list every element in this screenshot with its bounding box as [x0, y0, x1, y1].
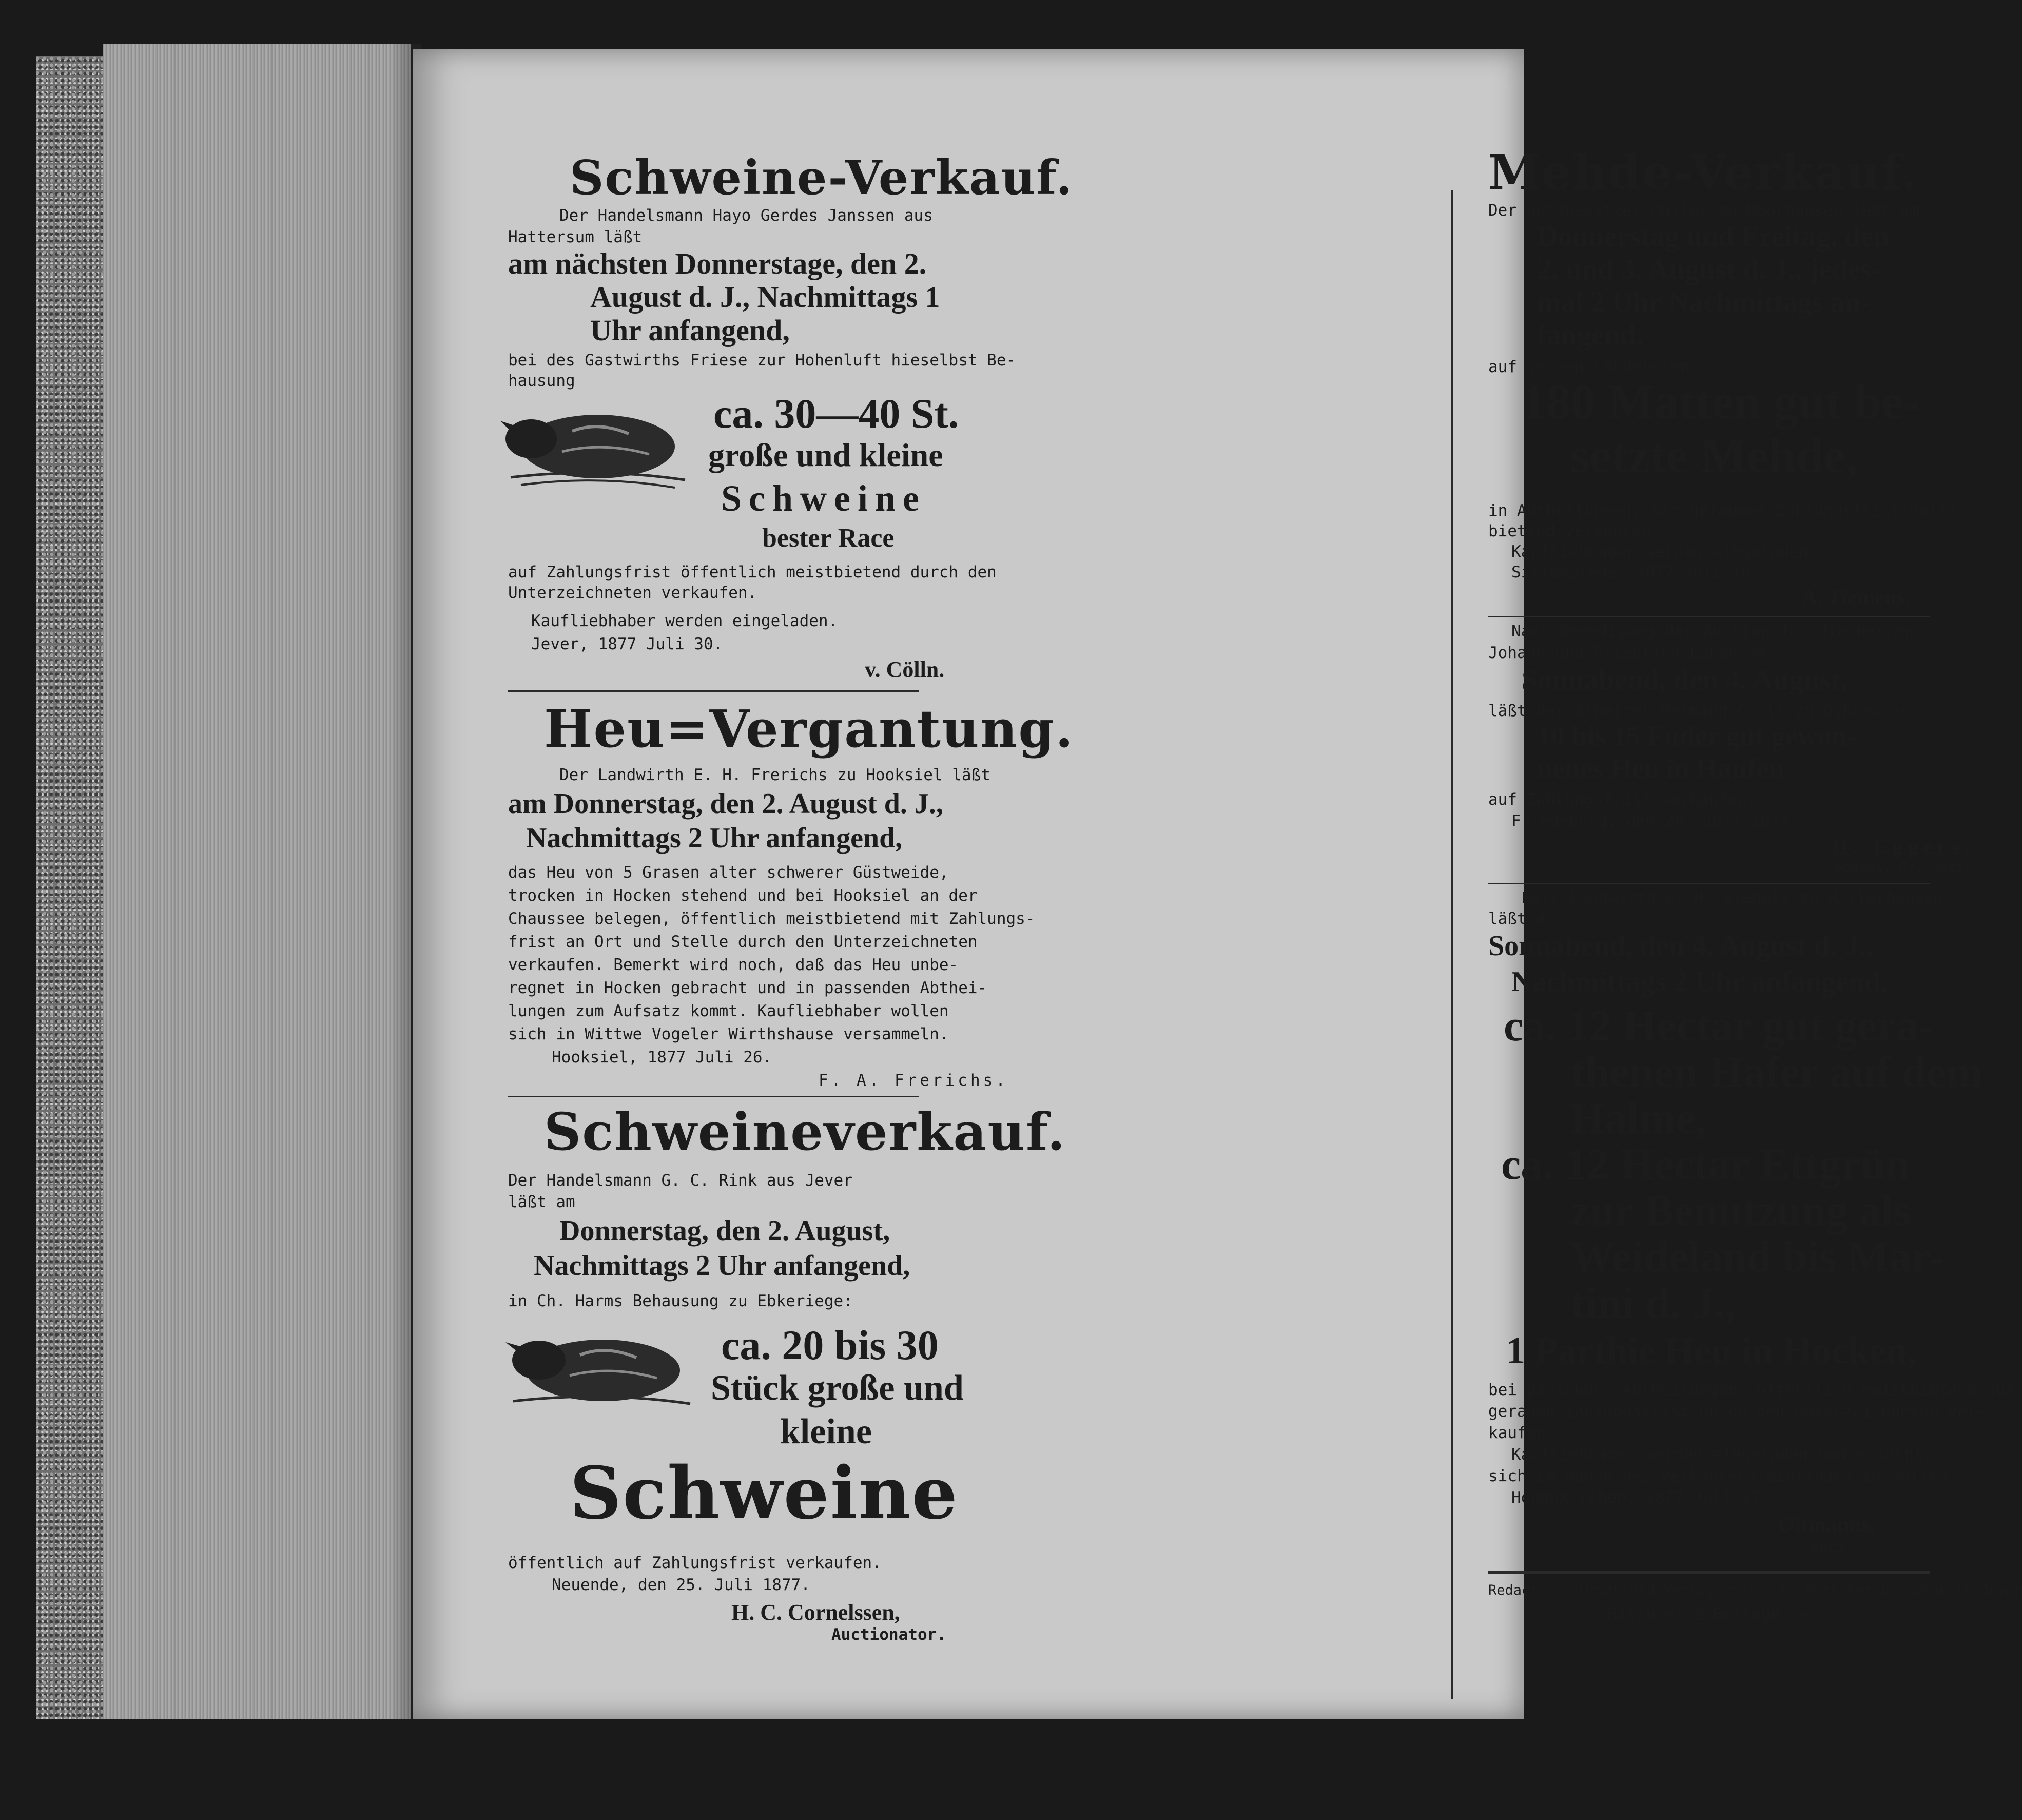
ad-date-line: August d. J., Nachmittags 1 [590, 280, 940, 314]
ad-text: regnet in Hocken gebracht und in passenden Abthei- [508, 979, 987, 997]
imprint-text: Redaction, Druck und Verlag von C. L. Mettcker u. Söhne in Jever [1488, 1582, 2022, 1598]
separator-rule [508, 1096, 919, 1097]
ad-text: Kaufliebhaber werden eingeladen. [531, 612, 838, 630]
ad-text: läßt der Arbeiter Hermann Carls zu Dykhausen [1488, 702, 1910, 720]
ad-date-line: am Donnerstag, den 2. August d. J., [508, 788, 943, 820]
ad-offer: Weideland bis Mar- [1570, 1232, 1944, 1281]
ad-offer: ca. 12 Hectar Ettgrün [1501, 1139, 1910, 1189]
ad-text: verkaufen. Bemerkt wird noch, daß das Heu unbe- [508, 956, 959, 974]
newspaper-page [413, 49, 2022, 1719]
ad-text: sich in Wittwe Vogeler Wirthshause versammeln. [508, 1025, 949, 1043]
ad-offer: bester Race [762, 524, 895, 553]
ad-signature: Oltmanns, [1778, 1513, 1875, 1537]
ad-text: auf Zahlungsfrist öffentlich meistbietend durch den [508, 563, 997, 582]
ad-signature: F. A. Frerichs. [819, 1071, 1008, 1090]
separator-rule [1488, 616, 1930, 617]
ad-signature: H. Eggers, [1832, 835, 1975, 858]
ad-text: öffentlich auf Zahlungsfrist verkaufen. [508, 1554, 882, 1572]
ad-dateline: Jever, 1877 Juli 30. [531, 635, 723, 653]
ad-text: Nach Beendigung der Auction für die Herren [1511, 622, 1914, 641]
ad-offer: ca. 20 bis 30 [721, 1322, 939, 1368]
ad-text: Kaufliebhaber werden eingeladen und ersucht, [1511, 1445, 1933, 1464]
ad-text: Kaufliebhaber werden eingeladen. [1511, 543, 1818, 561]
ad-signature-role: Königl. Pr. Auct. [1835, 860, 1972, 875]
ad-date-line: am nächsten Donnerstage, den 2. [508, 247, 927, 280]
ad-offer: thenen Hafer auf dem [1570, 1047, 1983, 1096]
ad-dateline: Friedeburg, den 28. Juli 1877. [1511, 812, 1799, 830]
ad-date-line: Nachmittags 2 Uhr anfangend, [1511, 966, 1888, 998]
ad-dateline: Sillenstede, 1877 Juli 16. [1511, 563, 1761, 582]
ad-date-line: 2. und 3. August d. J., jedes- [1537, 254, 1881, 285]
ad-signature: A. Tiemens, [1801, 586, 1910, 609]
ad-text: auf Zahlungsfrist verkaufen. [1488, 790, 1757, 809]
ad-text: Herr Landwirth G. H. Siebels zu Hillerhausen [1522, 889, 1943, 907]
ad-date-line: Nachmittags 2 Uhr anfangend, [526, 822, 903, 854]
ad-text: Hattersum läßt [508, 228, 643, 246]
ad-text: Der Handelsmann Hayo Gerdes Janssen aus [559, 206, 933, 225]
ad-text: sich im Hause des Verkäufers einfinden zu wollen. [1488, 1467, 1958, 1485]
ad-signature: H. C. Cornelssen, [731, 1600, 900, 1625]
ad-text: bei des Gastwirths Friese zur Hohenluft hieselbst Be- [508, 351, 1016, 370]
ad-text: in Abtheilungen, mit geraumer Zahlungsfrist meist- [1488, 501, 1968, 520]
separator-rule [508, 690, 919, 692]
ad-title-mehde-verkauf: Mehde-Verkauf. [1488, 145, 1919, 200]
ad-offer: große und kleine [708, 437, 943, 473]
ad-signature-role: Auctionator. [831, 1625, 946, 1644]
ad-text: Der Handelsmann G. C. Rink aus Jever [508, 1171, 853, 1190]
ad-text: trocken in Hocken stehend und bei Hooksiel an der [508, 886, 978, 905]
ad-text: frist an Ort und Stelle durch den Unterzeichneten [508, 933, 978, 951]
ad-text: in Ch. Harms Behausung zu Ebkeriege: [508, 1292, 853, 1310]
ad-offer: Schweine [721, 478, 926, 519]
ad-offer: ca. 12 Hectar gut gera- [1504, 1001, 1933, 1050]
ad-offer: Halme, [1570, 1093, 1707, 1143]
ad-text: auf seinen Ländereien [1488, 358, 1689, 376]
ad-text: Unterzeichneten verkaufen. [508, 584, 757, 602]
ad-date-line: Nachmittags 2 Uhr anfangend, [534, 1250, 910, 1282]
ad-date-line: Donnerstag und Freitag, den [1537, 221, 1890, 253]
ad-offer: zur Benutzung als [1570, 1186, 1911, 1235]
ad-offer: Schweine [570, 1451, 959, 1536]
ad-offer: setzte Mehde, [1570, 428, 1858, 483]
ad-title-schweine-verkauf: Schweine-Verkauf. [570, 150, 1074, 205]
ad-signature: v. Cölln. [865, 657, 945, 682]
pig-illustration [503, 1316, 698, 1414]
ad-offer: kleine [780, 1412, 872, 1451]
imprint-text: — Hiezu eine Beilage. — [1588, 1605, 1809, 1623]
ad-offer: ca. 30—40 St. [713, 390, 959, 437]
ad-offer: 10 bis 15 Fuder gut gewon- [1537, 721, 1856, 751]
ad-signature-role: Auct. [1809, 1538, 1857, 1557]
ad-dateline: Hooksiel, 1877 Juli 26. [552, 1048, 772, 1067]
pig-illustration [500, 390, 695, 493]
ad-date-line: Donnerstag, den 2. August, [559, 1215, 890, 1247]
ad-offer: tini d. J., [1570, 1278, 1736, 1327]
ad-text: kaufen. [1488, 1424, 1556, 1442]
book-cover-edge [36, 56, 106, 1719]
ad-text: bei passenden Abtheilungen, öffentlich meistbietend auf [1488, 1381, 2015, 1399]
ad-dateline: Neuende, den 25. Juli 1877. [552, 1576, 810, 1594]
imprint-rule [1488, 1571, 1930, 1574]
ad-offer: Stück große und [711, 1368, 964, 1408]
ad-dateline: Hohenkirchen, 1877 Juli 27. [1511, 1488, 1770, 1507]
ad-text: läßt am [1488, 909, 1556, 928]
ad-text: geraume Zahlungsfrist durch den Unterzeichneten ver- [1488, 1402, 1987, 1421]
ad-text: Chaussee belegen, öffentlich meistbietend mit Zahlungs- [508, 909, 1035, 928]
ad-date-line: fangend, [1537, 319, 1643, 351]
ad-date-line: Sonnabend, den 4. August d. J., [1488, 930, 1874, 962]
ad-date-line: Uhr anfangend, [590, 314, 790, 347]
ad-text: hausung [508, 372, 575, 390]
ad-offer: 180 Matten gut be- [1522, 374, 1920, 429]
ad-offer: nenes Heu in Haufen [1537, 753, 1784, 784]
ad-text: Der Landwirth E. H. Frerichs zu Hooksiel läßt [559, 766, 990, 784]
ad-title-schweineverkauf: Schweineverkauf. [544, 1101, 1066, 1162]
ad-offer: 1 Parthie Heu in Hocken, [1506, 1330, 1917, 1372]
separator-rule [1488, 883, 1930, 884]
ad-text: lungen zum Aufsatz kommt. Kaufliebhaber wollen [508, 1002, 949, 1020]
ad-text: das Heu von 5 Grasen alter schwerer Güstweide, [508, 863, 949, 882]
ad-date-line: mal 2 Uhr Nachmittags an- [1537, 286, 1871, 318]
ad-title-heu-vergantung: Heu=Vergantung. [544, 699, 1075, 759]
ad-text: Der Gutsbesitzer Müller zu Moorhausen läßt am [1488, 201, 1919, 220]
column-divider [1451, 190, 1453, 1699]
ad-text: bietend verkaufen. [1488, 522, 1661, 540]
ad-text: läßt am [508, 1193, 575, 1211]
page-stack-edges [103, 44, 411, 1719]
ad-text: Johann und Friedrich Lüken am [1488, 644, 1766, 662]
ad-date-line: Sonnabend, den 4. August, [1522, 664, 1848, 696]
